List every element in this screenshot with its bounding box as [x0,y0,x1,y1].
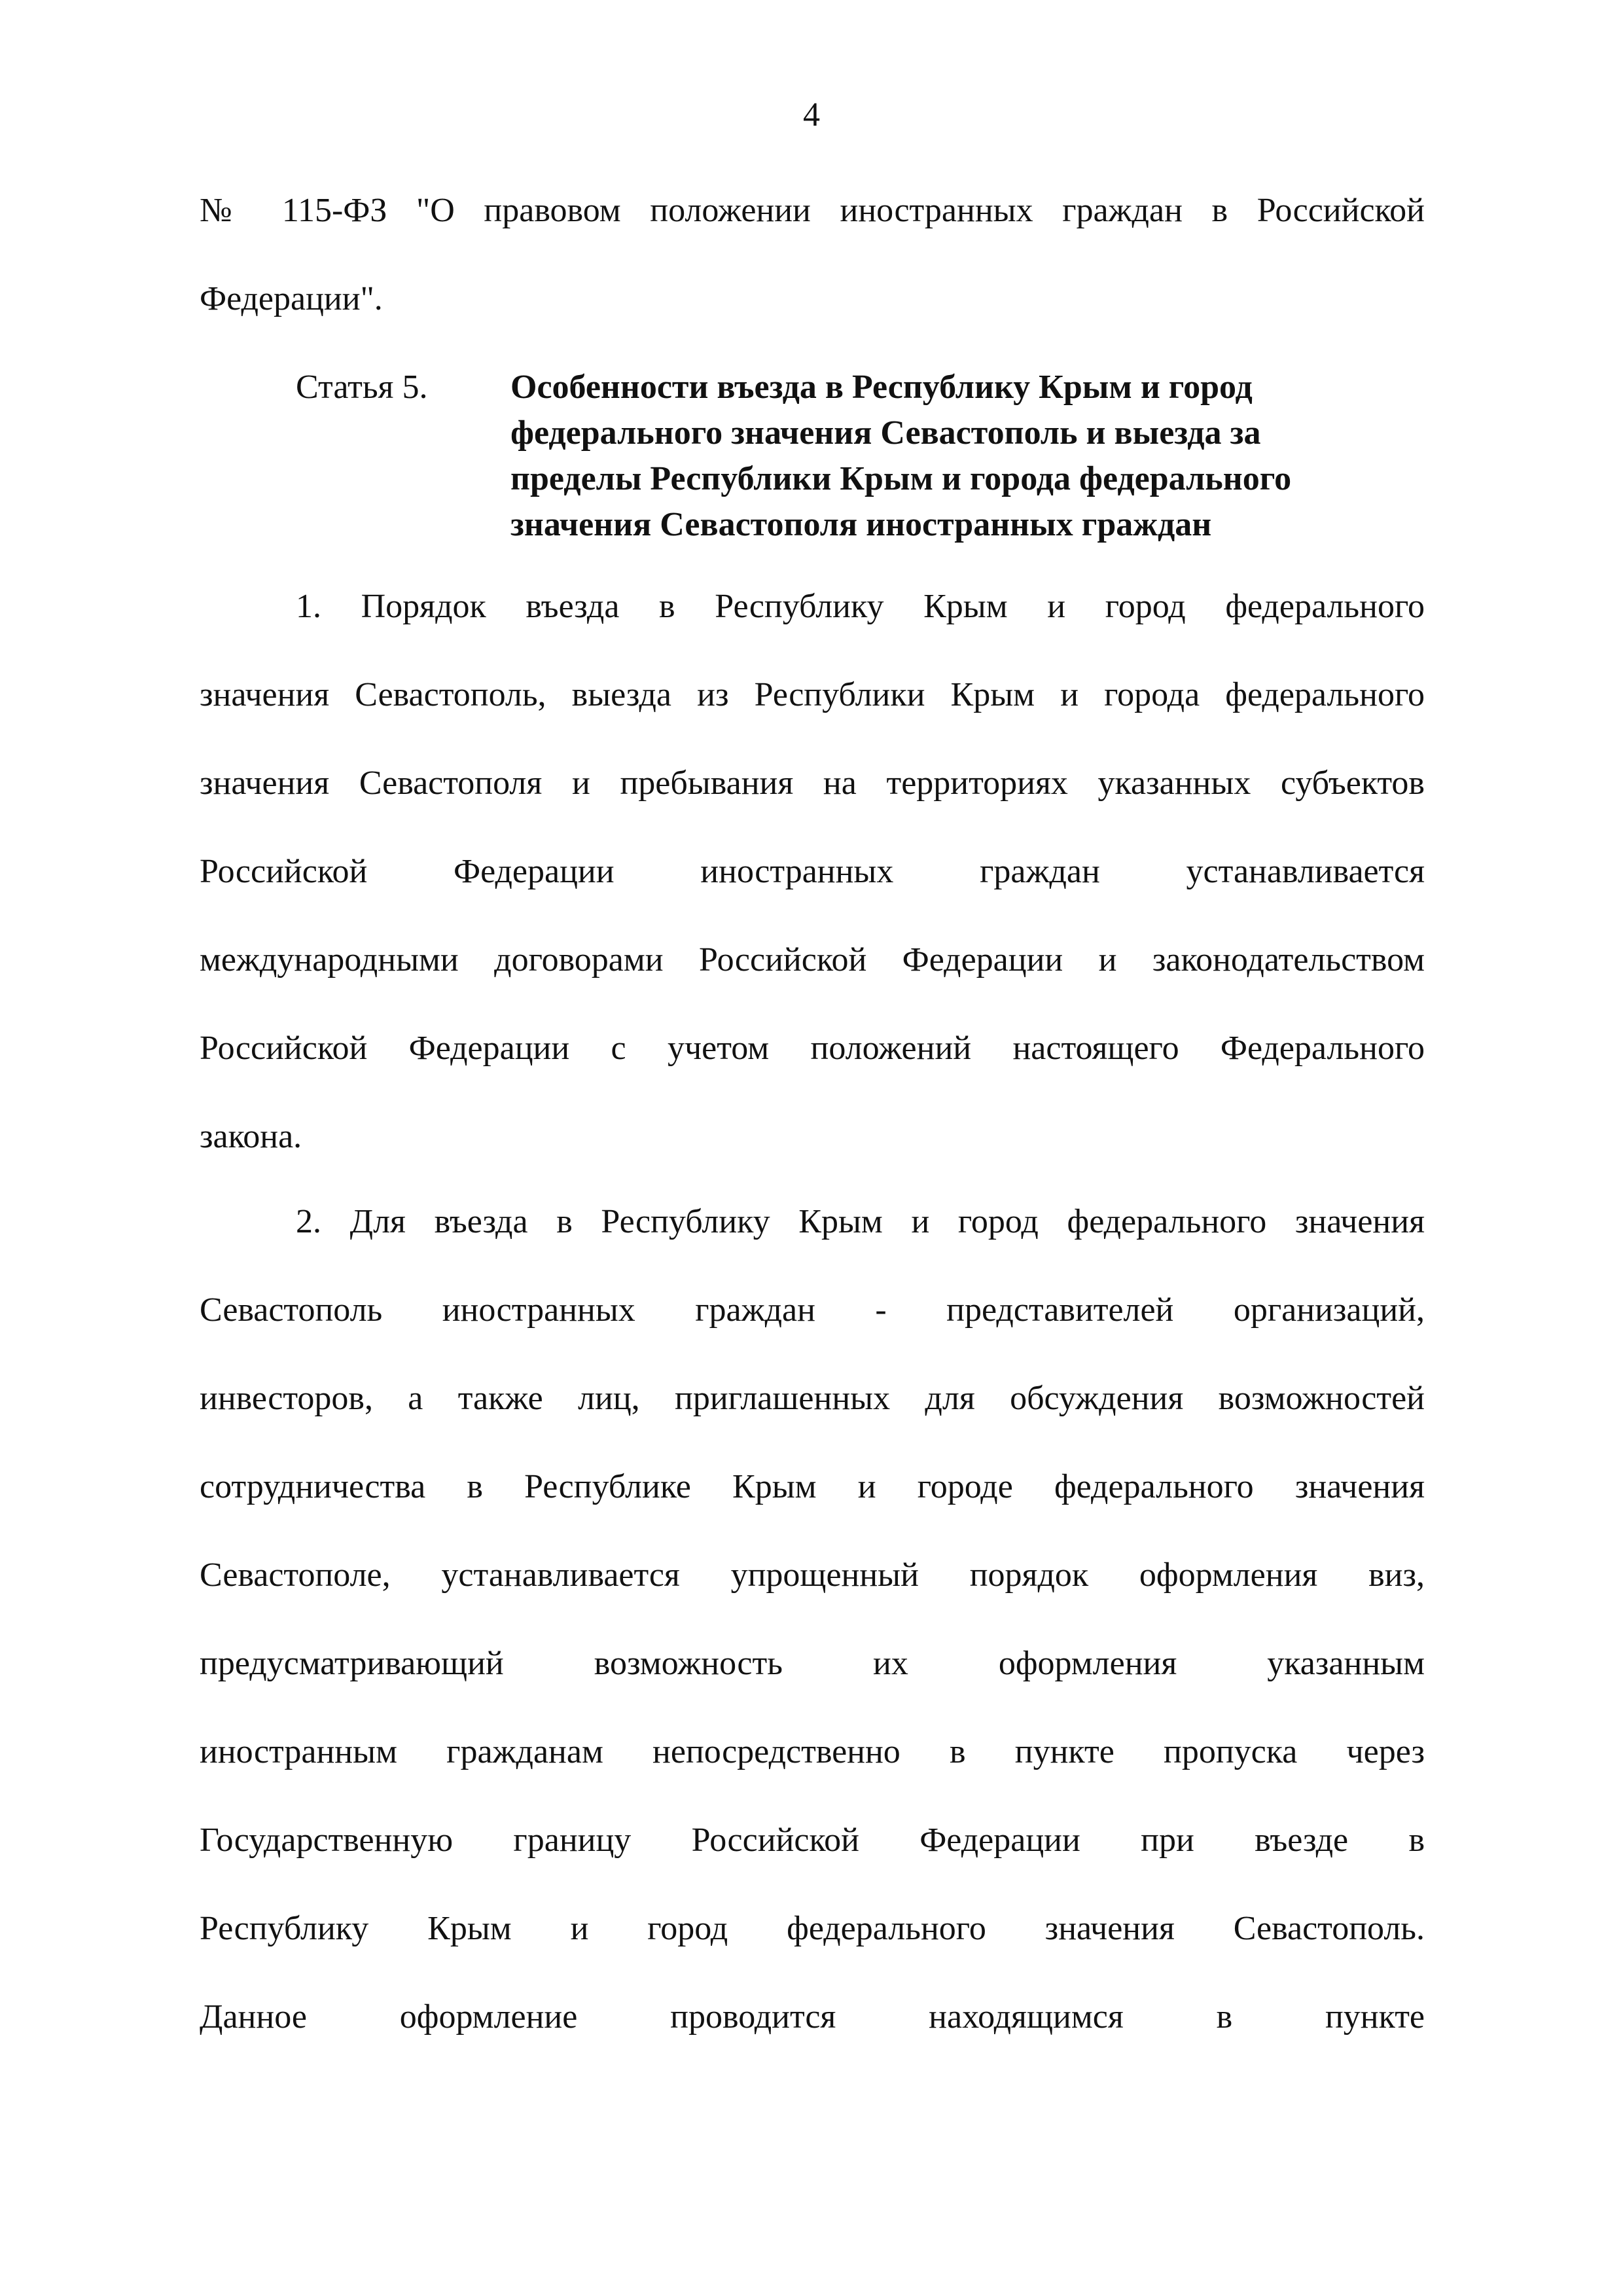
article-title-line: федерального значения Севастополь и выезда за [510,414,1261,452]
intro-line: № 115-ФЗ "О правовом положении иностранных граждан в Российской [200,192,1425,229]
paragraph-2-line: инвесторов, а также лиц, приглашенных для обсуждения возможностей [200,1380,1425,1417]
paragraph-1-line: Российской Федерации иностранных граждан устанавливается [200,853,1425,890]
paragraph-2-line: Севастополь иностранных граждан - представителей организаций, [200,1291,1425,1329]
page-number: 4 [803,96,820,134]
article-title-line: значения Севастополя иностранных граждан [510,506,1212,543]
paragraph-2-line: Государственную границу Российской Федерации при въезде в [200,1821,1425,1859]
paragraph-2-line: предусматривающий возможность их оформления указанным [200,1645,1425,1682]
paragraph-1-line: международными договорами Российской Федерации и законодательством [200,941,1425,978]
article-title-line: пределы Республики Крым и города федерального [510,460,1292,497]
paragraph-2-line: 2. Для въезда в Республику Крым и город федерального значения [296,1203,1425,1240]
paragraph-2-line: Данное оформление проводится находящимся в пункте [200,1998,1425,2036]
paragraph-2-line: сотрудничества в Республике Крым и городе федерального значения [200,1468,1425,1505]
paragraph-2-line: Республику Крым и город федерального значения Севастополь. [200,1910,1425,1947]
intro-line: Федерации". [200,280,383,317]
article-label: Статья 5. [296,368,428,406]
paragraph-1-line: значения Севастополь, выезда из Республики Крым и города федерального [200,676,1425,713]
paragraph-1-line: Российской Федерации с учетом положений настоящего Федерального [200,1030,1425,1067]
paragraph-1-line: значения Севастополя и пребывания на территориях указанных субъектов [200,764,1425,802]
paragraph-2-line: иностранным гражданам непосредственно в пункте пропуска через [200,1733,1425,1770]
paragraph-2-line: Севастополе, устанавливается упрощенный порядок оформления виз, [200,1556,1425,1594]
paragraph-1-line: закона. [200,1118,302,1155]
paragraph-1-line: 1. Порядок въезда в Республику Крым и город федерального [296,588,1425,625]
article-title-line: Особенности въезда в Республику Крым и город [510,368,1253,406]
